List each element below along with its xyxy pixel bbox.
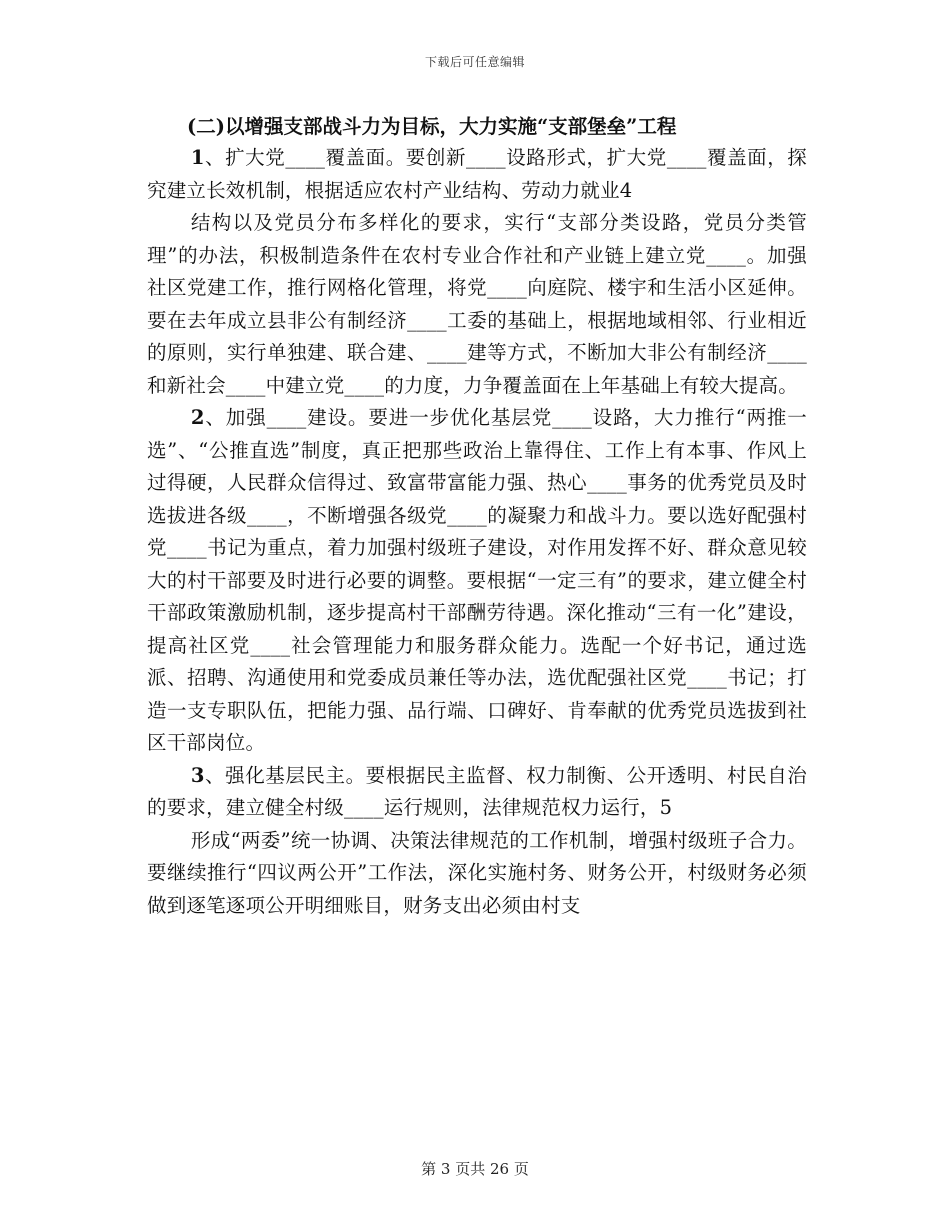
paragraph-text: 形成“两委”统一协调、决策法律规范的工作机制，增强村级班子合力。要继续推行“四议两公开”工作法，深化实施村务、财务公开，村级财务必须做到逐笔逐项公开明细账目，财务支出必须由村支 <box>147 828 807 917</box>
paragraph-4 <box>147 760 807 825</box>
paragraph-1 <box>147 142 807 207</box>
paragraph-text: 、强化基层民主。要根据民主监督、权力制衡、公开透明、村民自治的要求，建立健全村级____运行规则，法律规范权力运行，5 <box>147 763 807 819</box>
page-footer: 第 3 页共 26 页 <box>421 1160 529 1178</box>
paragraph-text: 结构以及党员分布多样化的要求，实行“支部分类设路，党员分类管理”的办法，积极制造条件在农村专业合作社和产业链上建立党____。加强社区党建工作，推行网格化管理，将党____向庭院、楼宇和生活小区延伸。要在去年成立县非公有制经济____工委的基础上，根据地域相邻、行业相近的原则，实行单独建、联合建、____建等方式，不断加大非公有制经济____和新社会____中建立党____的力度，力争覆盖面在上年基础上有较大提高。 <box>147 211 807 397</box>
paragraph-3 <box>147 402 807 760</box>
header-note: 下载后可任意编辑 <box>424 55 525 69</box>
document-body <box>147 112 807 922</box>
paragraph-text: 、扩大党____覆盖面。要创新____设路形式，扩大党____覆盖面，探究建立长效机制，根据适应农村产业结构、劳动力就业4 <box>147 146 807 202</box>
paragraph-text: 、加强____建设。要进一步优化基层党____设路，大力推行“两推一选”、“公推直选”制度，真正把那些政治上靠得住、工作上有本事、作风上过得硬，人民群众信得过、致富带富能力强、热心____事务的优秀党员及时选拔进各级____，不断增强各级党____的凝聚力和战斗力。要以选好配强村党____书记为重点，着力加强村级班子建设，对作用发挥不好、群众意见较大的村干部要及时进行必要的调整。要根据“一定三有”的要求，建立健全村干部政策激励机制，逐步提高村干部酬劳待遇。深化推动“三有一化”建设，提高社区党____社会管理能力和服务群众能力。选配一个好书记，通过选派、招聘、沟通使用和党委成员兼任等办法，选优配强社区党____书记；打造一支专职队伍，把能力强、品行端、口碑好、肯奉献的优秀党员选拔到社区干部岗位。 <box>147 406 807 754</box>
paragraph-2 <box>147 207 807 402</box>
paragraph-5 <box>147 825 807 923</box>
section-heading: (二)以增强支部战斗力为目标，大力实施“支部堡垒”工程 <box>187 115 677 138</box>
item-number: 1 <box>190 146 205 169</box>
item-number: 3 <box>190 763 205 787</box>
item-number: 2 <box>190 406 205 429</box>
